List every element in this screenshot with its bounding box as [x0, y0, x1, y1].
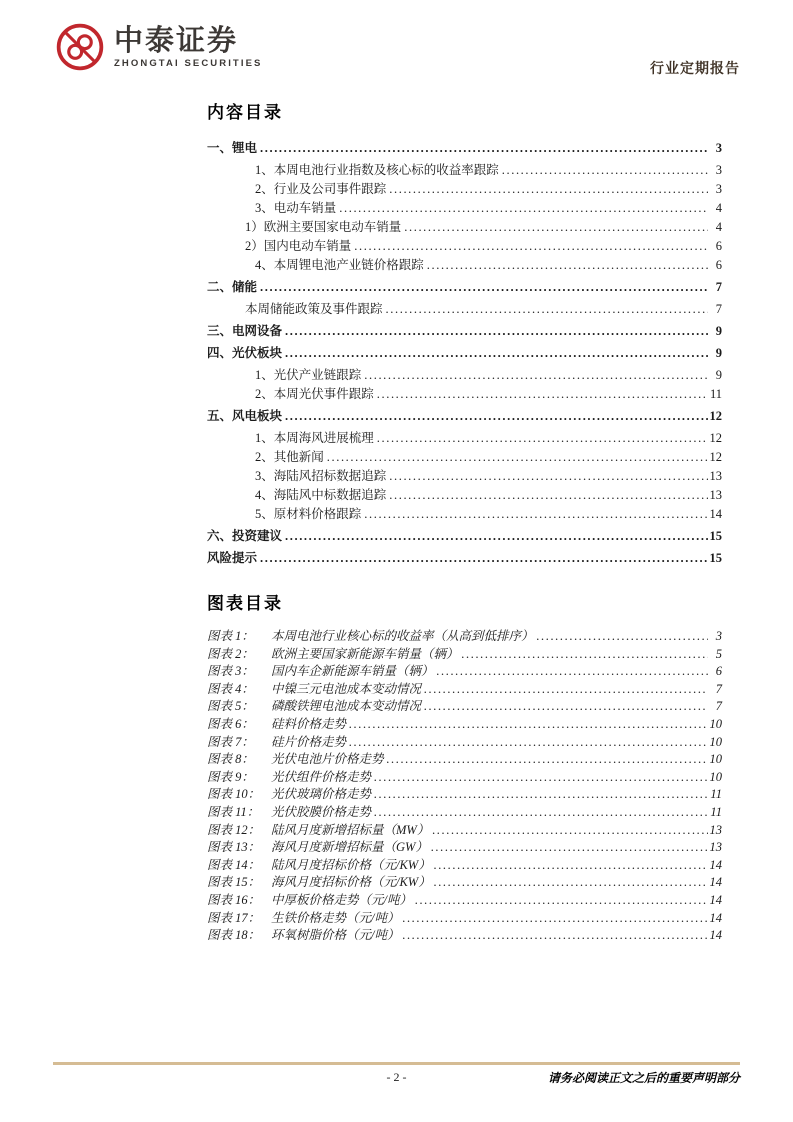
figure-entry-title: 光伏玻璃价格走势 [271, 787, 372, 802]
dot-leader [434, 857, 708, 875]
figure-entry-page: 6 [715, 664, 722, 679]
toc-entry[interactable] [207, 278, 722, 297]
dot-leader [349, 734, 707, 752]
toc-entry[interactable] [207, 407, 722, 426]
figure-entry-page: 10 [709, 734, 722, 749]
figure-entry-page: 14 [709, 928, 722, 943]
figure-entry-page: 13 [709, 840, 722, 855]
dot-leader [387, 751, 708, 769]
toc-entry-page: 15 [709, 529, 722, 543]
dot-leader [424, 698, 708, 716]
page-header [55, 22, 740, 78]
figure-entry-title: 硅料价格走势 [271, 716, 347, 731]
dot-leader [424, 681, 708, 699]
toc-entry-page: 13 [709, 469, 722, 483]
toc-entry[interactable] [207, 300, 722, 319]
toc-entry-label: 1、本周电池行业指数及核心标的收益率跟踪 [255, 163, 499, 177]
figure-entry-title: 本周电池行业核心标的收益率（从高到低排序） [271, 629, 534, 643]
toc-entry-page: 12 [709, 450, 722, 464]
toc-entry[interactable] [207, 180, 722, 199]
toc-entry-page: 12 [709, 431, 722, 445]
toc-entry-label: 2、其他新闻 [255, 450, 324, 464]
figure-entry-title: 海风月度新增招标量（GW） [271, 840, 428, 855]
figure-entry-number: 图表 13： [207, 840, 261, 855]
figure-toc-entry[interactable] [207, 663, 722, 681]
logo-name-en: ZHONGTAI SECURITIES [114, 57, 263, 69]
toc-entry-label: 3、电动车销量 [255, 201, 337, 215]
figure-toc-entry[interactable] [207, 839, 722, 857]
dot-leader [374, 804, 708, 822]
logo-name-cn: 中泰证券 [114, 24, 239, 57]
contents-toc [207, 139, 722, 568]
toc-entry[interactable] [207, 256, 722, 275]
figure-entry-number: 图表 15： [207, 875, 261, 890]
toc-entry-page: 3 [715, 141, 722, 155]
figure-toc-entry[interactable] [207, 698, 722, 716]
toc-entry-label: 2、本周光伏事件跟踪 [255, 387, 374, 401]
toc-entry-label: 3、海陆风招标数据追踪 [255, 469, 387, 483]
figure-entry-number: 图表 2： [207, 646, 254, 661]
figure-entry-page: 11 [710, 787, 722, 802]
toc-entry[interactable] [207, 549, 722, 568]
toc-entry-label: 风险提示 [207, 551, 258, 565]
figure-entry-number: 图表 9： [207, 769, 254, 784]
figure-toc-entry[interactable] [207, 786, 722, 804]
toc-entry[interactable] [207, 486, 722, 505]
toc-entry-label: 二、储能 [207, 280, 258, 294]
dot-leader [349, 716, 707, 734]
dot-leader [374, 786, 708, 804]
figure-toc-entry[interactable] [207, 716, 722, 734]
toc-entry-label: 4、本周锂电池产业链价格跟踪 [255, 258, 424, 272]
figure-entry-number: 图表 6： [207, 716, 254, 731]
dot-leader [462, 646, 708, 664]
figure-entry-page: 10 [709, 769, 722, 784]
figure-entry-page: 10 [709, 716, 722, 731]
toc-entry-label: 四、光伏板块 [207, 346, 283, 360]
toc-entry[interactable] [207, 161, 722, 180]
figure-entry-title: 光伏组件价格走势 [271, 769, 372, 784]
figure-entry-page: 14 [709, 875, 722, 890]
toc-entry-label: 2）国内电动车销量 [245, 239, 352, 253]
dot-leader [402, 927, 707, 945]
figure-entry-page: 14 [709, 910, 722, 925]
dot-leader [354, 237, 708, 256]
toc-entry-page: 9 [715, 324, 722, 338]
dot-leader [402, 910, 707, 928]
toc-entry[interactable] [207, 527, 722, 546]
figure-entry-title: 中厚板价格走势（元/吨） [271, 892, 412, 907]
figure-entry-title: 陆风月度新增招标量（MW） [271, 822, 430, 837]
figure-toc-entry[interactable] [207, 857, 722, 875]
dot-leader [285, 407, 707, 426]
figures-toc-title: 图表目录 [207, 594, 283, 613]
toc-entry[interactable] [207, 505, 722, 524]
dot-leader [389, 467, 707, 486]
dot-leader [537, 628, 708, 646]
dot-leader [260, 139, 708, 158]
dot-leader [386, 300, 708, 319]
figure-entry-title: 光伏电池片价格走势 [271, 752, 384, 767]
figure-entry-title: 硅片价格走势 [271, 734, 347, 749]
dot-leader [374, 769, 707, 787]
toc-entry-page: 7 [715, 280, 722, 294]
figure-entry-number: 图表 8： [207, 752, 254, 767]
figure-entry-number: 图表 14： [207, 857, 261, 872]
figure-entry-page: 7 [715, 699, 722, 714]
toc-entry-label: 1）欧洲主要国家电动车销量 [245, 220, 402, 234]
figure-entry-page: 10 [709, 752, 722, 767]
toc-entry-label: 1、光伏产业链跟踪 [255, 368, 362, 382]
dot-leader [389, 180, 708, 199]
toc-entry-page: 6 [715, 239, 722, 253]
figure-entry-page: 13 [709, 822, 722, 837]
logo-text [114, 26, 262, 69]
figure-entry-number: 图表 5： [207, 699, 254, 714]
dot-leader [339, 199, 708, 218]
page-number: - 2 - [386, 1070, 407, 1084]
figure-entry-page: 14 [709, 857, 722, 872]
figure-entry-title: 海风月度招标价格（元/KW） [271, 875, 431, 890]
toc-area [207, 101, 722, 945]
toc-entry-page: 6 [715, 258, 722, 272]
figure-toc-entry[interactable] [207, 734, 722, 752]
toc-entry-page: 4 [715, 201, 722, 215]
toc-entry-page: 14 [709, 507, 722, 521]
figure-toc-entry[interactable] [207, 804, 722, 822]
figure-entry-title: 光伏胶膜价格走势 [271, 804, 372, 819]
toc-entry-label: 2、行业及公司事件跟踪 [255, 182, 387, 196]
dot-leader [431, 839, 708, 857]
figure-entry-title: 欧洲主要国家新能源车销量（辆） [271, 646, 459, 661]
figure-entry-number: 图表 10： [207, 787, 261, 802]
toc-entry-label: 5、原材料价格跟踪 [255, 507, 362, 521]
figure-toc-entry[interactable] [207, 927, 722, 945]
figure-entry-number: 图表 11： [207, 804, 260, 819]
toc-entry-label: 本周储能政策及事件跟踪 [245, 302, 383, 316]
figure-entry-page: 3 [715, 629, 722, 643]
figure-entry-title: 环氧树脂价格（元/吨） [271, 928, 400, 943]
dot-leader [260, 549, 707, 568]
toc-entry-label: 1、本周海风进展梳理 [255, 431, 374, 445]
figure-toc-entry[interactable] [207, 822, 722, 840]
dot-leader [377, 385, 708, 404]
dot-leader [364, 505, 707, 524]
figure-entry-number: 图表 3： [207, 664, 254, 679]
figure-toc-entry[interactable] [207, 874, 722, 892]
toc-entry-page: 7 [715, 302, 722, 316]
toc-entry-label: 五、风电板块 [207, 409, 283, 423]
figure-entry-title: 陆风月度招标价格（元/KW） [271, 857, 431, 872]
toc-entry-page: 9 [715, 346, 722, 360]
figure-entry-number: 图表 18： [207, 928, 261, 943]
dot-leader [389, 486, 707, 505]
dot-leader [364, 366, 708, 385]
dot-leader [285, 344, 708, 363]
figure-toc-entry[interactable] [207, 681, 722, 699]
dot-leader [432, 822, 707, 840]
dot-leader [502, 161, 708, 180]
figure-entry-number: 图表 1： [207, 629, 254, 643]
toc-entry[interactable] [207, 448, 722, 467]
report-type-label: 行业定期报告 [650, 62, 740, 77]
toc-entry-page: 3 [715, 182, 722, 196]
figure-entry-title: 磷酸铁锂电池成本变动情况 [271, 699, 422, 714]
toc-entry-page: 11 [709, 387, 722, 401]
toc-entry[interactable] [207, 467, 722, 486]
figure-entry-number: 图表 17： [207, 910, 261, 925]
dot-leader [427, 256, 708, 275]
toc-entry[interactable] [207, 366, 722, 385]
toc-entry-page: 4 [715, 220, 722, 234]
toc-entry-label: 三、电网设备 [207, 324, 283, 338]
toc-entry[interactable] [207, 322, 722, 341]
figure-entry-page: 5 [715, 646, 722, 661]
toc-entry-page: 3 [715, 163, 722, 177]
dot-leader [437, 663, 708, 681]
toc-entry-page: 12 [709, 409, 722, 423]
figure-entry-title: 生铁价格走势（元/吨） [271, 910, 400, 925]
figure-entry-number: 图表 7： [207, 734, 254, 749]
toc-entry[interactable] [207, 385, 722, 404]
figure-entry-page: 11 [710, 804, 722, 819]
figure-entry-number: 图表 16： [207, 892, 261, 907]
figure-toc-entry[interactable] [207, 646, 722, 664]
dot-leader [404, 218, 708, 237]
toc-entry[interactable] [207, 139, 722, 158]
zhongtai-logo [55, 22, 262, 72]
toc-entry-page: 13 [709, 488, 722, 502]
dot-leader [285, 322, 708, 341]
toc-entry[interactable] [207, 344, 722, 363]
dot-leader [260, 278, 708, 297]
dot-leader [377, 429, 708, 448]
page-footer [53, 1062, 740, 1085]
toc-entry[interactable] [207, 218, 722, 237]
figure-toc-entry[interactable] [207, 769, 722, 787]
dot-leader [415, 892, 708, 910]
figure-entry-page: 7 [715, 681, 722, 696]
toc-entry[interactable] [207, 429, 722, 448]
figure-entry-page: 14 [709, 892, 722, 907]
footer-disclaimer: 请务必阅读正文之后的重要声明部分 [547, 1071, 740, 1085]
toc-entry[interactable] [207, 199, 722, 218]
figure-entry-number: 图表 4： [207, 681, 254, 696]
toc-entry-label: 一、锂电 [207, 141, 258, 155]
figure-toc-entry[interactable] [207, 892, 722, 910]
figure-toc-entry[interactable] [207, 628, 722, 646]
figure-toc-entry[interactable] [207, 910, 722, 928]
contents-toc-title: 内容目录 [207, 103, 283, 122]
figure-entry-title: 中镍三元电池成本变动情况 [271, 681, 422, 696]
toc-entry[interactable] [207, 237, 722, 256]
dot-leader [327, 448, 708, 467]
toc-entry-page: 9 [715, 368, 722, 382]
zhongtai-logo-icon [55, 22, 105, 72]
toc-entry-page: 15 [709, 551, 722, 565]
figure-entry-title: 国内车企新能源车销量（辆） [271, 664, 434, 679]
toc-entry-label: 六、投资建议 [207, 529, 283, 543]
dot-leader [285, 527, 707, 546]
figure-toc-entry[interactable] [207, 751, 722, 769]
toc-entry-label: 4、海陆风中标数据追踪 [255, 488, 387, 502]
figures-toc [207, 592, 722, 945]
figure-entry-number: 图表 12： [207, 822, 261, 837]
dot-leader [434, 874, 708, 892]
